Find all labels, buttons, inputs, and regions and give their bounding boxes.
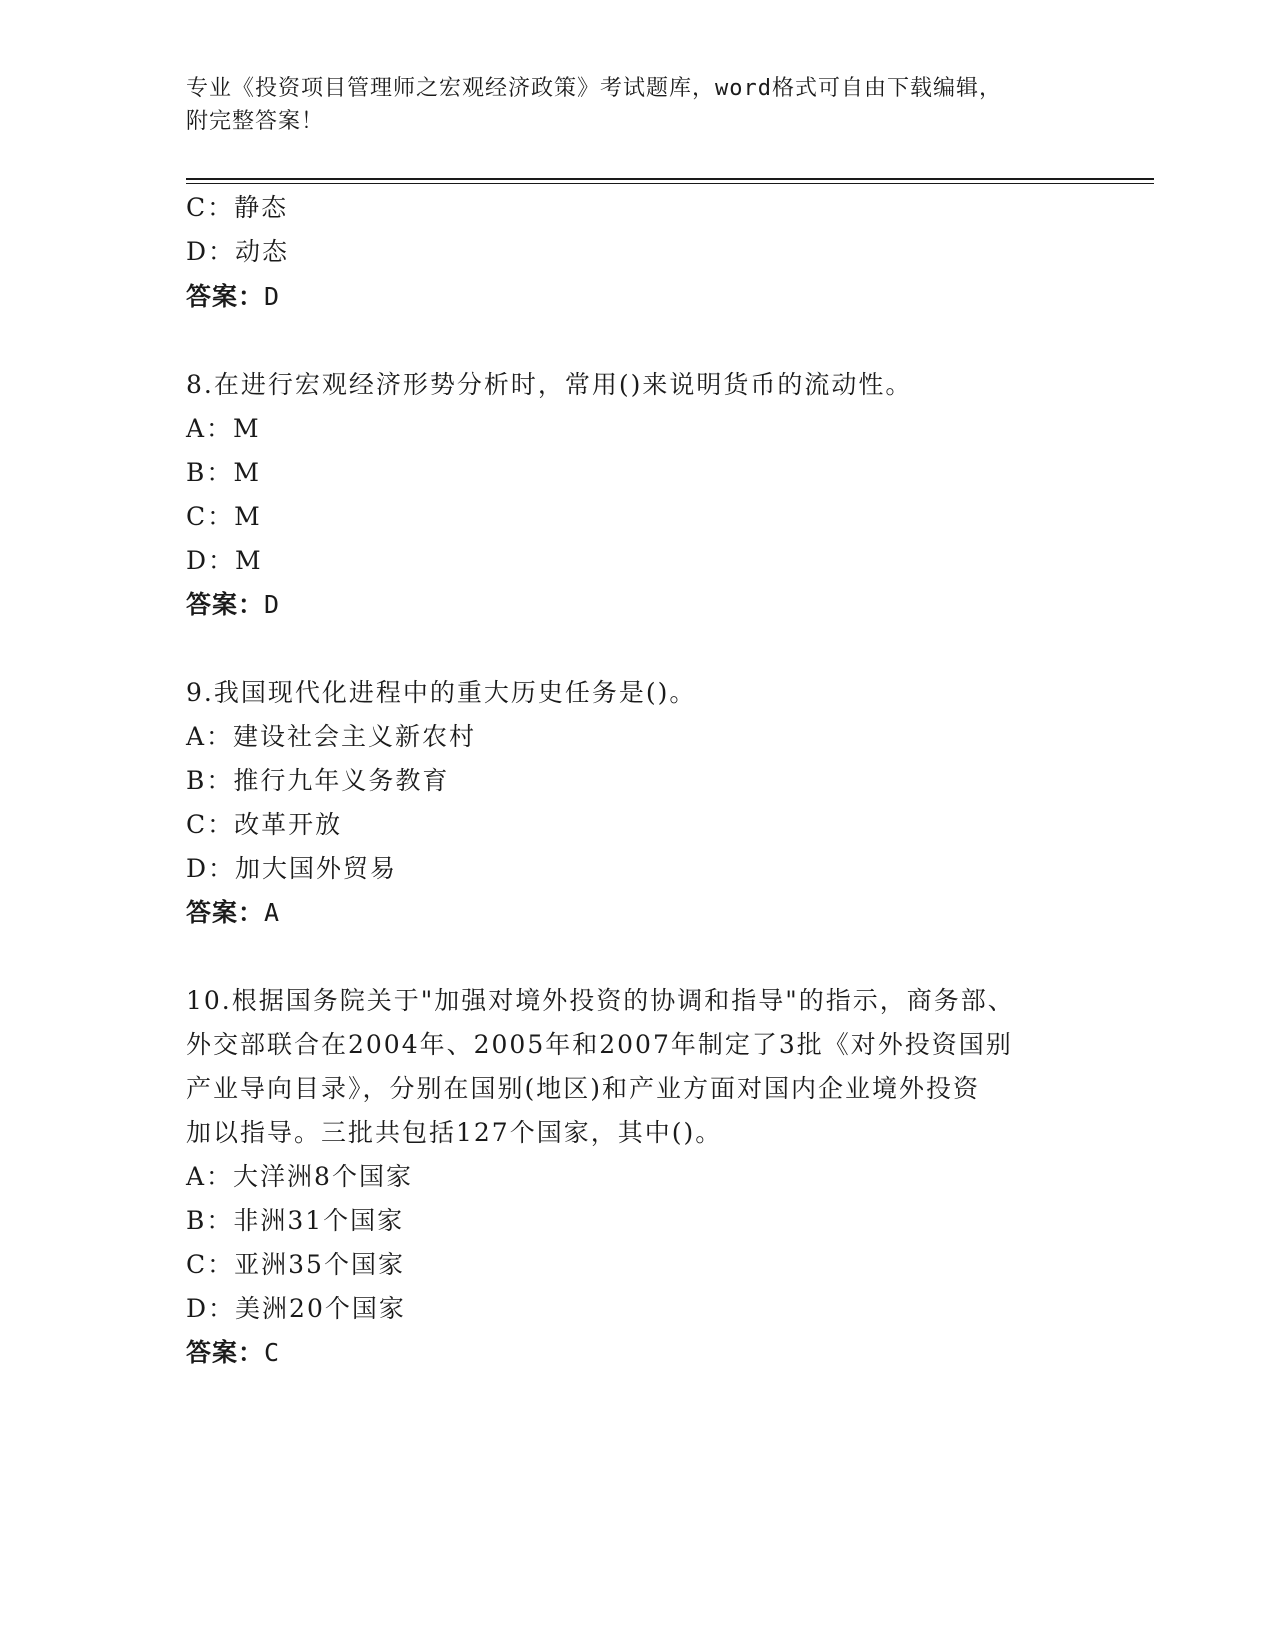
- option-d: D：M: [186, 546, 263, 575]
- option-c: C：M: [186, 502, 262, 531]
- answer-label: 答案：: [186, 898, 265, 927]
- answer-line: [186, 590, 280, 620]
- answer-value: C: [264, 1338, 281, 1367]
- option-c: C：改革开放: [186, 810, 343, 839]
- option-a: A：M: [186, 414, 261, 443]
- header-divider-thin: [186, 183, 1154, 184]
- answer-line: [186, 1338, 280, 1368]
- answer-label: 答案：: [186, 1338, 265, 1367]
- question-stem-line: 产业导向目录》，分别在国别(地区)和产业方面对国内企业境外投资: [186, 1074, 981, 1103]
- option-d: D：动态: [186, 237, 290, 266]
- option-c: C：静态: [186, 193, 289, 222]
- question-stem-line: 10.根据国务院关于"加强对境外投资的协调和指导"的指示，商务部、: [186, 986, 1015, 1015]
- answer-line: [186, 898, 280, 928]
- question-stem: 9.我国现代化进程中的重大历史任务是()。: [186, 678, 697, 707]
- option-a: A：大洋洲8个国家: [186, 1162, 413, 1191]
- answer-value: D: [264, 282, 281, 311]
- option-c: C：亚洲35个国家: [186, 1250, 405, 1279]
- option-b: B：非洲31个国家: [186, 1206, 405, 1235]
- answer-label: 答案：: [186, 590, 265, 619]
- option-d: D：加大国外贸易: [186, 854, 398, 883]
- option-b: B：M: [186, 458, 261, 487]
- answer-label: 答案：: [186, 282, 265, 311]
- header-line-1: 专业《投资项目管理师之宏观经济政策》考试题库，word格式可自由下载编辑，: [186, 76, 1002, 101]
- option-a: A：建设社会主义新农村: [186, 722, 477, 751]
- header-divider-thick: [186, 178, 1154, 180]
- header-line-2: 附完整答案！: [186, 109, 325, 134]
- option-b: B：推行九年义务教育: [186, 766, 450, 795]
- answer-value: D: [264, 590, 281, 619]
- option-d: D：美洲20个国家: [186, 1294, 406, 1323]
- document-header: [186, 72, 1086, 138]
- question-stem: 8.在进行宏观经济形势分析时，常用()来说明货币的流动性。: [186, 370, 913, 399]
- question-stem-line: 外交部联合在2004年、2005年和2007年制定了3批《对外投资国别: [186, 1030, 1013, 1059]
- question-stem-line: 加以指导。三批共包括127个国家，其中()。: [186, 1118, 723, 1147]
- answer-line: [186, 282, 280, 312]
- answer-value: A: [264, 898, 281, 927]
